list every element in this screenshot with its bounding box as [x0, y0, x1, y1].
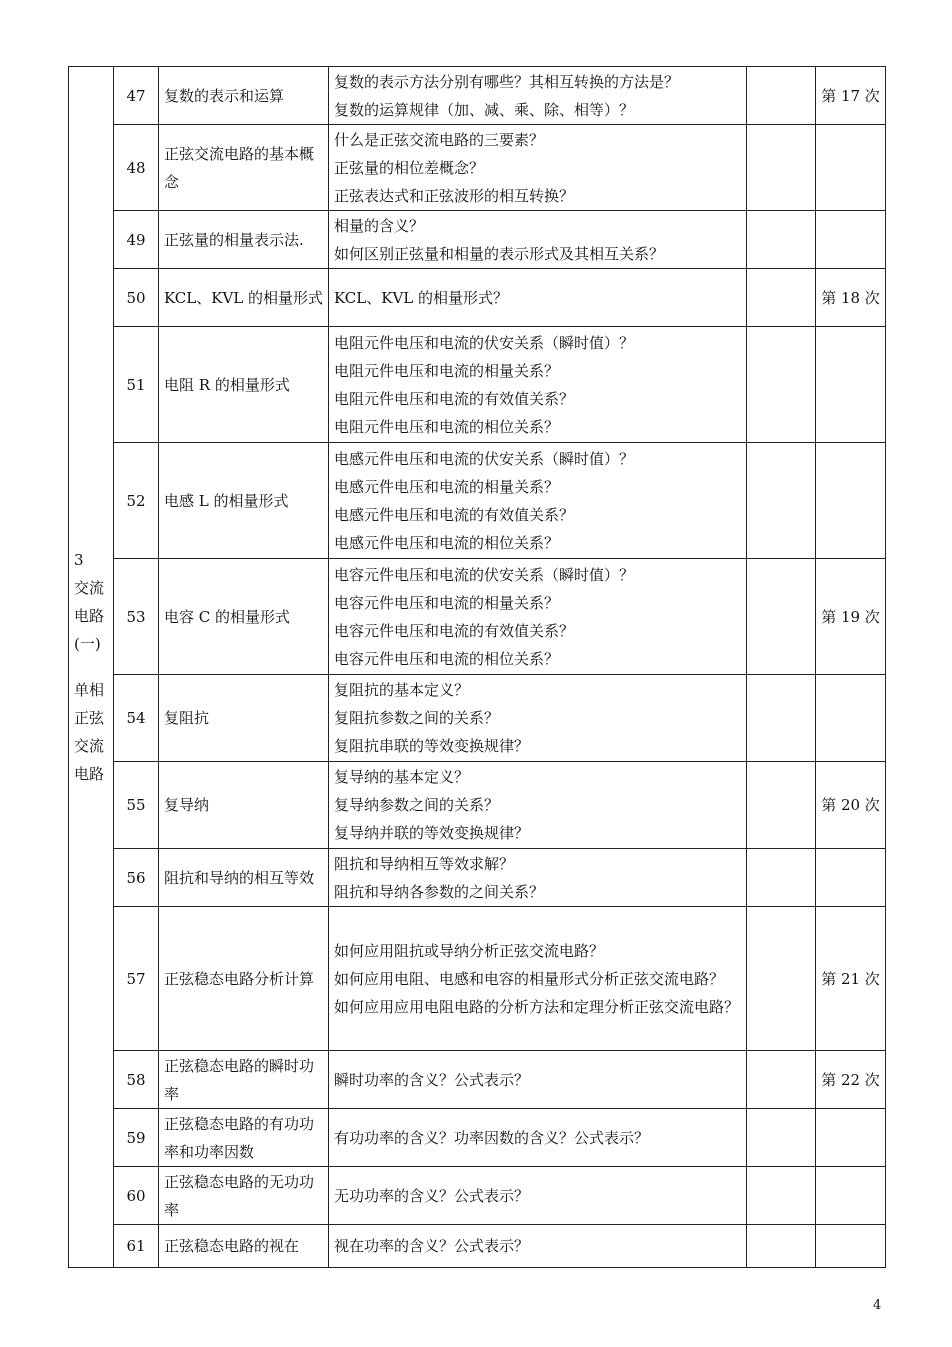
lesson-number: 55	[114, 762, 159, 849]
question-line: 电容元件电压和电流的相位关系？	[334, 649, 560, 668]
question-line: 复导纳参数之间的关系？	[334, 796, 500, 814]
question-line: 相量的含义？	[334, 216, 425, 235]
lesson-number: 52	[114, 443, 159, 559]
lesson-topic: 电阻 R 的相量形式	[159, 327, 329, 443]
table-row	[69, 269, 886, 327]
lesson-questions	[329, 211, 747, 269]
table-row	[69, 443, 886, 559]
question-line: 电感元件电压和电流的相位关系？	[334, 533, 560, 552]
question-line: 什么是正弦交流电路的三要素？	[334, 130, 545, 149]
lesson-topic: 电感 L 的相量形式	[159, 443, 329, 559]
lesson-topic: 正弦交流电路的基本概念	[159, 125, 329, 211]
chapter-line: 电路	[74, 765, 105, 783]
question-line: 如何应用电阻、电感和电容的相量形式分析正弦交流电路？	[334, 969, 725, 988]
lesson-number: 54	[114, 675, 159, 762]
lesson-number: 58	[114, 1051, 159, 1109]
table-row	[69, 1051, 886, 1109]
lesson-session	[816, 849, 886, 907]
chapter-line: 单相	[74, 681, 105, 699]
question-line: 瞬时功率的含义？公式表示？	[334, 1070, 530, 1089]
lesson-topic: 正弦稳态电路的视在	[159, 1225, 329, 1268]
lesson-session: 第 21 次	[816, 907, 886, 1051]
lesson-questions	[329, 125, 747, 211]
chapter-line: 正弦	[74, 709, 105, 727]
lesson-topic: 阻抗和导纳的相互等效	[159, 849, 329, 907]
lesson-number: 51	[114, 327, 159, 443]
question-line: 如何应用应用电阻电路的分析方法和定理分析正弦交流电路？	[334, 997, 740, 1016]
question-line: 无功功率的含义？公式表示？	[334, 1186, 530, 1205]
lesson-number: 57	[114, 907, 159, 1051]
lesson-questions	[329, 907, 747, 1051]
lesson-topic: 正弦稳态电路的有功功率和功率因数	[159, 1109, 329, 1167]
question-line: 电感元件电压和电流的有效值关系？	[334, 505, 575, 524]
question-line: 电阻元件电压和电流的有效值关系？	[334, 389, 575, 408]
lesson-questions	[329, 1109, 747, 1167]
table-row	[69, 67, 886, 125]
lesson-note	[747, 443, 816, 559]
lesson-questions	[329, 443, 747, 559]
lesson-note	[747, 327, 816, 443]
question-line: 正弦表达式和正弦波形的相互转换？	[334, 186, 575, 205]
schedule-table	[68, 66, 886, 1268]
lesson-number: 56	[114, 849, 159, 907]
lesson-number: 53	[114, 559, 159, 675]
lesson-note	[747, 1109, 816, 1167]
lesson-questions	[329, 762, 747, 849]
question-line: 电容元件电压和电流的相量关系？	[334, 593, 560, 612]
table-row	[69, 907, 886, 1051]
lesson-session	[816, 675, 886, 762]
question-line: 有功功率的含义？功率因数的含义？公式表示？	[334, 1128, 650, 1147]
table-row	[69, 125, 886, 211]
lesson-session	[816, 1167, 886, 1225]
question-line: 复数的表示方法分别有哪些？其相互转换的方法是？	[334, 72, 680, 91]
chapter-cell	[69, 67, 114, 1268]
lesson-number: 49	[114, 211, 159, 269]
table-row	[69, 1225, 886, 1268]
chapter-line: 交流	[74, 737, 105, 755]
chapter-line: (一)	[74, 635, 101, 653]
table-row	[69, 675, 886, 762]
lesson-number: 61	[114, 1225, 159, 1268]
lesson-number: 60	[114, 1167, 159, 1225]
lesson-session	[816, 125, 886, 211]
question-line: 复数的运算规律（加、减、乘、除、相等）？	[334, 100, 635, 119]
question-line: 正弦量的相位差概念？	[334, 158, 485, 177]
table-row	[69, 559, 886, 675]
question-line: 如何区别正弦量和相量的表示形式及其相互关系？	[334, 244, 665, 263]
lesson-number: 47	[114, 67, 159, 125]
lesson-note	[747, 1167, 816, 1225]
lesson-session: 第 20 次	[816, 762, 886, 849]
lesson-questions	[329, 67, 747, 125]
lesson-note	[747, 269, 816, 327]
lesson-note	[747, 675, 816, 762]
table-row	[69, 1167, 886, 1225]
lesson-topic: 复数的表示和运算	[159, 67, 329, 125]
lesson-session	[816, 443, 886, 559]
question-line: 电阻元件电压和电流的伏安关系（瞬时值）？	[334, 333, 635, 352]
table-row	[69, 762, 886, 849]
lesson-session: 第 18 次	[816, 269, 886, 327]
chapter-line: 交流	[74, 579, 105, 597]
lesson-session	[816, 1109, 886, 1167]
lesson-note	[747, 1225, 816, 1268]
lesson-session	[816, 327, 886, 443]
lesson-note	[747, 211, 816, 269]
lesson-note	[747, 907, 816, 1051]
lesson-topic: 正弦稳态电路的无功功率	[159, 1167, 329, 1225]
lesson-questions	[329, 1051, 747, 1109]
lesson-note	[747, 67, 816, 125]
question-line: 电容元件电压和电流的有效值关系？	[334, 621, 575, 640]
lesson-session: 第 17 次	[816, 67, 886, 125]
lesson-questions	[329, 269, 747, 327]
table-row	[69, 849, 886, 907]
question-line: 电感元件电压和电流的伏安关系（瞬时值）？	[334, 449, 635, 468]
question-line: 视在功率的含义？公式表示？	[334, 1237, 530, 1255]
lesson-topic: 正弦稳态电路的瞬时功率	[159, 1051, 329, 1109]
lesson-questions	[329, 675, 747, 762]
question-line: 阻抗和导纳相互等效求解？	[334, 854, 515, 873]
lesson-topic: 复阻抗	[159, 675, 329, 762]
lesson-number: 48	[114, 125, 159, 211]
question-line: 复阻抗参数之间的关系？	[334, 709, 500, 727]
lesson-note	[747, 849, 816, 907]
chapter-line: 3	[74, 551, 84, 569]
lesson-note	[747, 1051, 816, 1109]
chapter-gap	[74, 658, 108, 676]
lesson-topic: 正弦量的相量表示法.	[159, 211, 329, 269]
lesson-session	[816, 211, 886, 269]
question-line: KCL、KVL 的相量形式？	[334, 288, 509, 307]
lesson-number: 50	[114, 269, 159, 327]
question-line: 复阻抗串联的等效变换规律？	[334, 737, 530, 755]
lesson-session: 第 19 次	[816, 559, 886, 675]
lesson-questions	[329, 327, 747, 443]
lesson-note	[747, 125, 816, 211]
question-line: 电阻元件电压和电流的相位关系？	[334, 417, 560, 436]
lesson-number: 59	[114, 1109, 159, 1167]
question-line: 复导纳的基本定义？	[334, 768, 470, 786]
lesson-questions	[329, 559, 747, 675]
question-line: 阻抗和导纳各参数的之间关系？	[334, 882, 545, 901]
question-line: 如何应用阻抗或导纳分析正弦交流电路？	[334, 941, 605, 960]
question-line: 复阻抗的基本定义？	[334, 681, 470, 699]
question-line: 电阻元件电压和电流的相量关系？	[334, 361, 560, 380]
lesson-topic: 正弦稳态电路分析计算	[159, 907, 329, 1051]
table-row	[69, 211, 886, 269]
lesson-topic: KCL、KVL 的相量形式	[159, 269, 329, 327]
table-row	[69, 1109, 886, 1167]
lesson-questions	[329, 1225, 747, 1268]
lesson-topic: 电容 C 的相量形式	[159, 559, 329, 675]
lesson-session	[816, 1225, 886, 1268]
table-row	[69, 327, 886, 443]
lesson-topic: 复导纳	[159, 762, 329, 849]
question-line: 电容元件电压和电流的伏安关系（瞬时值）？	[334, 565, 635, 584]
lesson-note	[747, 559, 816, 675]
question-line: 复导纳并联的等效变换规律？	[334, 824, 530, 842]
lesson-note	[747, 762, 816, 849]
chapter-line: 电路	[74, 607, 105, 625]
lesson-questions	[329, 849, 747, 907]
lesson-session: 第 22 次	[816, 1051, 886, 1109]
question-line: 电感元件电压和电流的相量关系？	[334, 477, 560, 496]
lesson-questions	[329, 1167, 747, 1225]
page-number: 4	[873, 1298, 882, 1313]
